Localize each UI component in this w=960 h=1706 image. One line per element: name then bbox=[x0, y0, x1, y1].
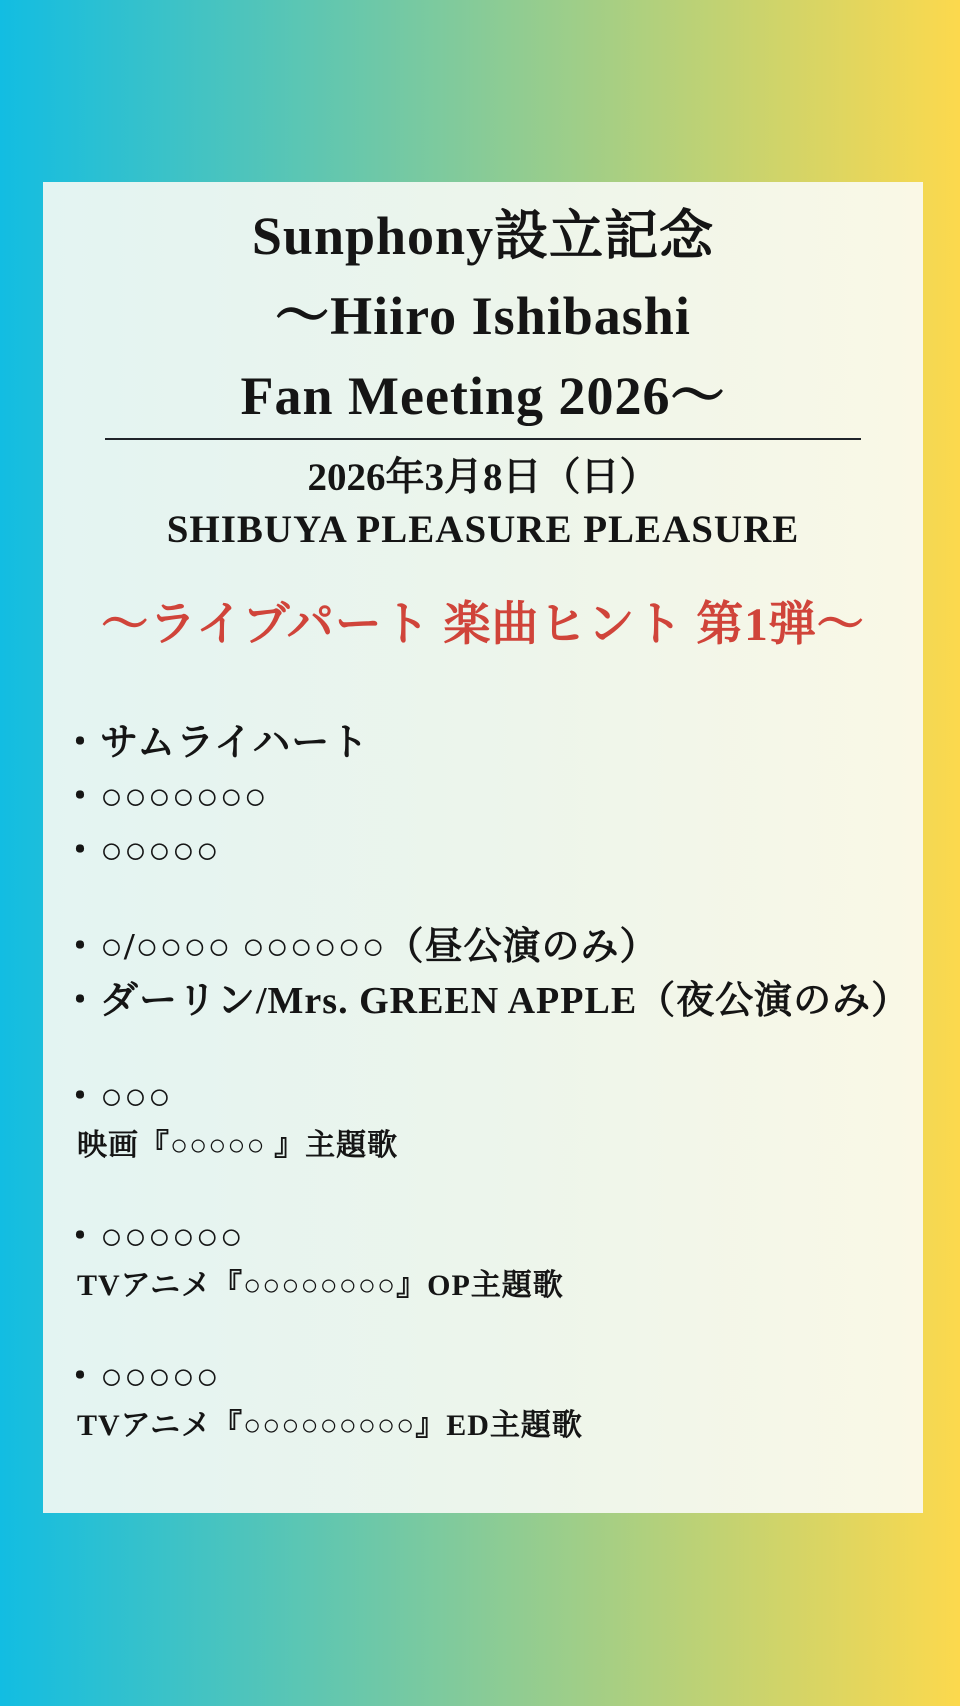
song-hint-line: ・○○○○○ bbox=[61, 1356, 220, 1398]
song-group bbox=[61, 716, 899, 878]
song-hint-line: ・ダーリン/Mrs. GREEN APPLE（夜公演のみ） bbox=[61, 980, 911, 1022]
song-tieup-caption: TVアニメ『○○○○○○○○○』ED主題歌 bbox=[77, 1409, 583, 1442]
song-group bbox=[61, 1350, 899, 1448]
song-hint-line: ・○/○○○○ ○○○○○○（昼公演のみ） bbox=[61, 926, 659, 968]
song-hint-line: ・○○○○○ bbox=[61, 830, 220, 872]
song-hint-line: ・○○○ bbox=[61, 1076, 172, 1118]
event-title bbox=[43, 196, 923, 436]
announcement-card bbox=[43, 182, 923, 1513]
song-group bbox=[61, 920, 911, 1028]
event-venue: SHIBUYA PLEASURE PLEASURE bbox=[166, 508, 800, 551]
event-title-line-2: ～Hiiro Ishibashi bbox=[275, 286, 691, 346]
song-hint-line: ・サムライハート bbox=[61, 722, 370, 764]
event-title-line-3: Fan Meeting 2026～ bbox=[240, 366, 726, 426]
setlist-hint-heading: ～ライブパート 楽曲ヒント 第1弾～ bbox=[101, 599, 865, 651]
song-tieup-caption: TVアニメ『○○○○○○○○』OP主題歌 bbox=[77, 1269, 564, 1302]
song-tieup-caption: 映画『○○○○○ 』主題歌 bbox=[77, 1129, 399, 1162]
song-group bbox=[61, 1070, 899, 1168]
event-title-line-1: Sunphony設立記念 bbox=[251, 206, 715, 266]
song-hint-line: ・○○○○○○ bbox=[61, 1216, 244, 1258]
event-date: 2026年3月8日（日） bbox=[307, 456, 659, 499]
song-group bbox=[61, 1210, 899, 1308]
song-hint-line: ・○○○○○○○ bbox=[61, 776, 268, 818]
title-divider bbox=[105, 438, 861, 440]
song-list bbox=[43, 654, 923, 1448]
